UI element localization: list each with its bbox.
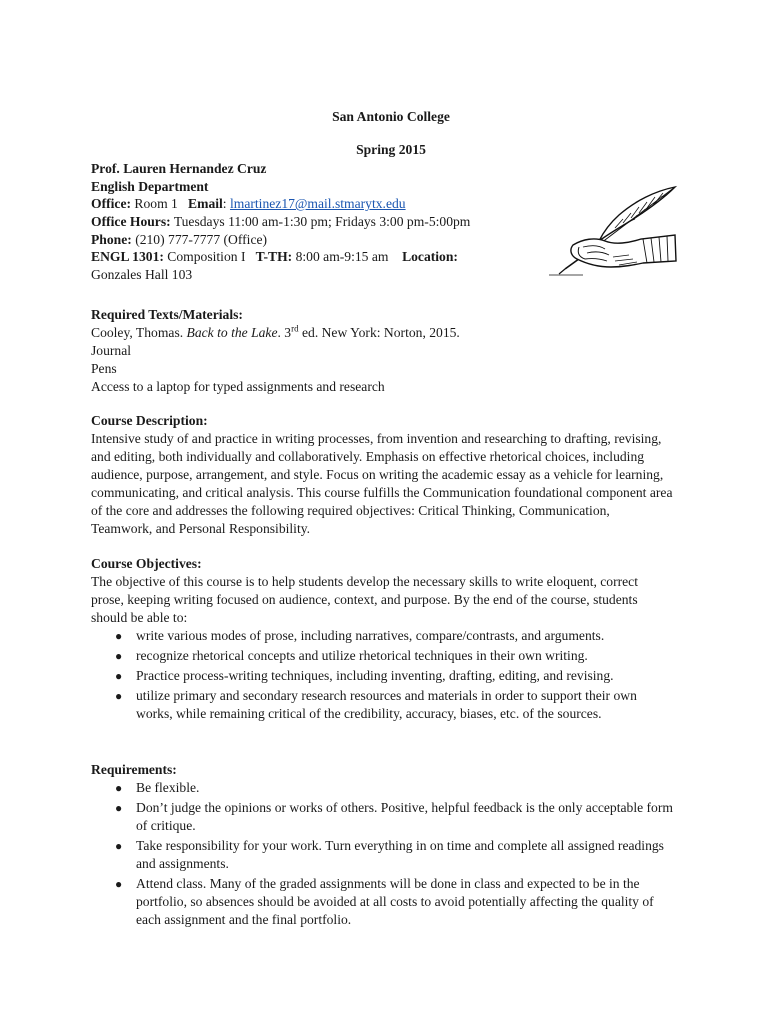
email-label: Email [188,196,223,211]
requirements-heading: Requirements: [91,762,177,777]
bullet-dot-icon: ● [115,649,123,663]
course-name: Composition I [167,249,246,264]
office-line: Office: Room 1 Email: lmartinez17@mail.stmarytx.edu [91,196,406,211]
list-item: ● Be flexible. [115,780,200,795]
instructor-name: Prof. Lauren Hernandez Cruz [91,161,267,176]
required-texts-section [91,306,673,396]
list-item: ● Don’t judge the opinions or works of others. Positive, helpful feedback is the only acceptable form of critique. [115,800,673,833]
office-hours-label: Office Hours: [91,214,171,229]
textbook-title: Back to the Lake [186,325,278,340]
bullet-dot-icon: ● [115,877,123,891]
course-line [91,248,458,266]
bullet-dot-icon: ● [115,689,123,703]
course-description-body: Intensive study of and practice in writing processes, from invention and researching to drafting, revising, and editing, both individually and collaboratively. Emphasis on effective rhetorical choices, including audience, purpose, arrangement, and style. Focus on writing the academic essay as a vehicle for learning, communicating, and critical analysis. This course fulfills the Communication foundational component area of the core and addresses the following required objectives: Critical Thinking, Communication, Teamwork, and Personal Responsibility. [91,431,673,536]
list-item: ● write various modes of prose, including narratives, compare/contrasts, and arguments. [115,628,605,643]
bullet-dot-icon: ● [115,629,123,643]
course-objectives-section [91,555,673,725]
required-texts-heading: Required Texts/Materials: [91,307,243,322]
location-value: Gonzales Hall 103 [91,267,193,282]
material-item: Journal [91,343,132,358]
course-description-section [91,412,673,538]
list-item: ● Take responsibility for your work. Turn everything in on time and complete all assigned readings and assignments. [115,838,664,871]
days-value: 8:00 am-9:15 am [295,249,389,264]
course-objectives-intro: The objective of this course is to help students develop the necessary skills to write eloquent, correct prose, keeping writing focused on audience, context, and purpose. By the end of the course, students should be able to: [91,574,638,625]
hand-writing-with-quill-icon [543,183,678,278]
phone-label: Phone: [91,232,132,247]
phone-line [91,231,267,249]
list-item: ● Practice process-writing techniques, including inventing, drafting, editing, and revising. [115,668,614,683]
term-title: Spring 2015 [356,142,426,157]
requirements-list [91,779,673,929]
office-hours-line [91,213,470,231]
email-link[interactable]: lmartinez17@mail.stmarytx.edu [229,196,406,211]
list-item: ● recognize rhetorical concepts and utilize rhetorical techniques in their own writing. [115,648,588,663]
office-hours-value: Tuesdays 11:00 am-1:30 pm; Fridays 3:00 pm-5:00pm [173,214,471,229]
bullet-dot-icon: ● [115,669,123,683]
department: English Department [91,179,209,194]
list-item: ● utilize primary and secondary research resources and materials in order to support their own works, while remaining critical of the credibility, accuracy, biases, etc. of the sources. [115,688,637,721]
bullet-dot-icon: ● [115,801,123,815]
phone-value: (210) 777-7777 (Office) [135,232,268,247]
textbook-citation: Cooley, Thomas. Back to the Lake. 3rd ed. New York: Norton, 2015. [91,323,460,340]
bullet-dot-icon: ● [115,839,123,853]
material-item: Access to a laptop for typed assignments and research [91,379,385,394]
material-item: Pens [91,361,117,376]
college-title: San Antonio College [332,109,450,124]
course-description-heading: Course Description: [91,413,208,428]
office-label: Office: [91,196,131,211]
requirements-section [91,761,673,931]
list-item: ● Attend class. Many of the graded assignments will be done in class and expected to be in the portfolio, so absences should be avoided at all costs to avoid potentially affecting the quality of each assignment and the final portfolio. [115,876,654,927]
course-objectives-heading: Course Objectives: [91,556,202,571]
location-label: Location: [402,249,458,264]
bullet-dot-icon: ● [115,781,123,795]
office-value: Room 1 [134,196,178,211]
days-label: T-TH: [255,249,293,264]
course-code: ENGL 1301: [91,249,164,264]
objectives-list [91,627,673,723]
